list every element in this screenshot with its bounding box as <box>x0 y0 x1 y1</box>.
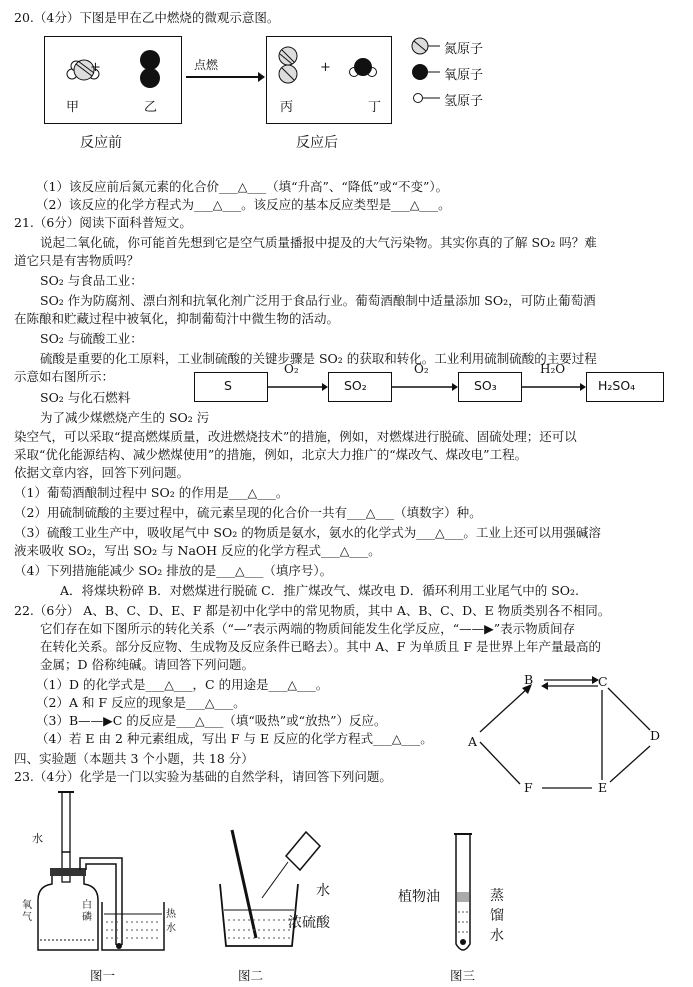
q21-sub2: （2）用硫制硫酸的主要过程中，硫元素呈现的化合价一共有___△___（填数字）种。 <box>14 505 482 520</box>
reaction-arrow <box>184 70 266 84</box>
section-4-heading: 四、实验题（本题共 3 个小题，共 18 分） <box>14 751 254 766</box>
q20-sub1: （1）该反应前后氮元素的化合价___△___（填“升高”、“降低”或“不变”）。 <box>36 179 449 194</box>
q21-h3: SO₂ 与化石燃料 <box>40 390 131 405</box>
label-bing: 丙 <box>280 100 294 115</box>
figure-1-apparatus <box>18 790 188 955</box>
node-f: F <box>524 780 533 795</box>
q21-p2: SO₂ 作为防腐剂、漂白剂和抗氧化剂广泛用于食品行业。葡萄酒酿制中适量添加 SO₂，可防止葡萄酒 <box>40 293 596 308</box>
flow-so3: SO₃ <box>474 378 497 393</box>
q21-title: 21.（6分）阅读下面科普短文。 <box>14 215 192 230</box>
q23-title: 23.（4分）化学是一门以实验为基础的自然学科，请回答下列问题。 <box>14 769 392 784</box>
label-jia: 甲 <box>66 100 80 115</box>
q22-sub1: （1）D 的化学式是___△___，C 的用途是___△___。 <box>36 677 329 692</box>
legend-nitrogen: 氮原子 <box>444 42 484 57</box>
after-label: 反应后 <box>296 135 338 151</box>
q22-sub4: （4）若 E 由 2 种元素组成，写出 F 与 E 反应的化学方程式___△___。 <box>36 731 433 746</box>
plus-sign: + <box>90 60 101 75</box>
q22-sub3: （3）B——▶C 的反应是___△___（填“吸热”或“放热”）反应。 <box>36 713 387 728</box>
q21-p5: 染空气，可以采取“提高燃煤质量，改进燃烧技术”的措施，例如，对燃煤进行脱硫、固硫处理；还可以 <box>14 429 577 444</box>
node-a: A <box>468 734 478 749</box>
flow-h2so4: H₂SO₄ <box>598 378 636 393</box>
q21-p2b: 在陈酿和贮藏过程中被氧化，抑制葡萄汁中微生物的活动。 <box>14 311 340 326</box>
q22-l2: 它们存在如下图所示的转化关系（“—”表示两端的物质间能发生化学反应，“——▶”表示物质间存 <box>40 621 576 636</box>
node-e: E <box>598 780 608 795</box>
q22-sub2: （2）A 和 F 反应的现象是___△___。 <box>36 695 246 710</box>
fig1-label-water: 水 <box>32 832 43 845</box>
flow-arrows <box>266 380 596 394</box>
legend-oxygen: 氧原子 <box>444 68 484 83</box>
label-yi: 乙 <box>144 100 158 115</box>
arrow-label: 点燃 <box>194 58 219 72</box>
q21-h1: SO₂ 与食品工业： <box>40 273 143 288</box>
q21-p7: 依据文章内容，回答下列问题。 <box>14 465 190 480</box>
flow-label-o2-1: O₂ <box>284 362 299 376</box>
legend-hydrogen: 氢原子 <box>444 94 484 109</box>
node-b: B <box>524 672 534 687</box>
fig2-caption: 图二 <box>238 968 264 983</box>
fig1-label-white-phosphorus: 白磷 <box>82 900 92 923</box>
q22-l3: 在转化关系。部分反应物、生成物及反应条件已略去）。其中 A、F 为单质且 F 是世界上年产量最高的 <box>40 639 602 654</box>
q21-p4: 为了减少煤燃烧产生的 SO₂ 污 <box>40 410 210 425</box>
q20-sub2: （2）该反应的化学方程式为___△___。该反应的基本反应类型是___△___。 <box>36 197 451 212</box>
q21-p1: 说起二氧化硫，你可能首先想到它是空气质量播报中提及的大气污染物。其实你真的了解 SO₂ 吗？难 <box>40 235 597 250</box>
q21-p6: 采取“优化能源结构、减少燃煤使用”的措施，例如，北京大力推广的“煤改气、煤改电”工程。 <box>14 447 528 462</box>
fig1-caption: 图一 <box>90 968 116 983</box>
plus-sign-2: + <box>320 60 331 75</box>
legend-icons <box>404 36 444 116</box>
fig2-label-sulfuric-acid: 浓硫酸 <box>288 915 330 931</box>
q21-p1b: 道它只是有害物质吗？ <box>14 253 140 268</box>
fig2-label-water: 水 <box>316 883 330 899</box>
flow-label-h2o: H₂O <box>540 362 566 376</box>
q21-options: A．将煤块粉碎 B．对燃煤进行脱硫 C．推广煤改气、煤改电 D．循环利用工业尾气中的 SO₂. <box>60 583 579 598</box>
reactants-diagram <box>44 36 184 126</box>
label-ding: 丁 <box>368 100 382 115</box>
q22-l4: 金属；D 俗称纯碱。请回答下列问题。 <box>40 657 254 672</box>
q21-p3b: 示意如右图所示： <box>14 369 115 384</box>
q21-sub3: （3）硫酸工业生产中，吸收尾气中 SO₂ 的物质是氨水，氨水的化学式为___△___。工业上还可以用强碱溶 <box>14 525 601 540</box>
figure-3-apparatus <box>448 832 478 962</box>
before-label: 反应前 <box>80 135 122 151</box>
node-d: D <box>650 728 661 743</box>
flow-so2: SO₂ <box>344 378 367 393</box>
fig1-label-oxygen: 氧气 <box>22 900 32 923</box>
q21-h2: SO₂ 与硫酸工业： <box>40 331 143 346</box>
q20-title: 20.（4分）下图是甲在乙中燃烧的微观示意图。 <box>14 10 280 25</box>
fig1-label-hot-water: 热水 <box>166 909 176 934</box>
fig3-label-oil: 植物油 <box>398 889 440 905</box>
q21-sub1: （1）葡萄酒酿制过程中 SO₂ 的作用是___△___。 <box>14 485 289 500</box>
q21-p3: 硫酸是重要的化工原料，工业制硫酸的关键步骤是 SO₂ 的获取和转化。工业利用硫制硫酸的主要过程 <box>40 351 597 366</box>
node-c: C <box>598 674 608 689</box>
q21-sub3b: 液来吸收 SO₂，写出 SO₂ 与 NaOH 反应的化学方程式___△___。 <box>14 543 381 558</box>
flow-label-o2-2: O₂ <box>414 362 429 376</box>
flow-s: S <box>224 378 232 393</box>
figure-2-apparatus <box>212 826 322 956</box>
fig3-label-distilled-water: 蒸馏水 <box>490 888 504 944</box>
fig3-caption: 图三 <box>450 968 476 983</box>
q21-sub4: （4）下列措施能减少 SO₂ 排放的是___△___（填序号）。 <box>14 563 333 578</box>
q22-title: 22.（6分） A、B、C、D、E、F 都是初中化学中的常见物质，其中 A、B、C、D、E 物质类别各不相同。 <box>14 603 611 618</box>
